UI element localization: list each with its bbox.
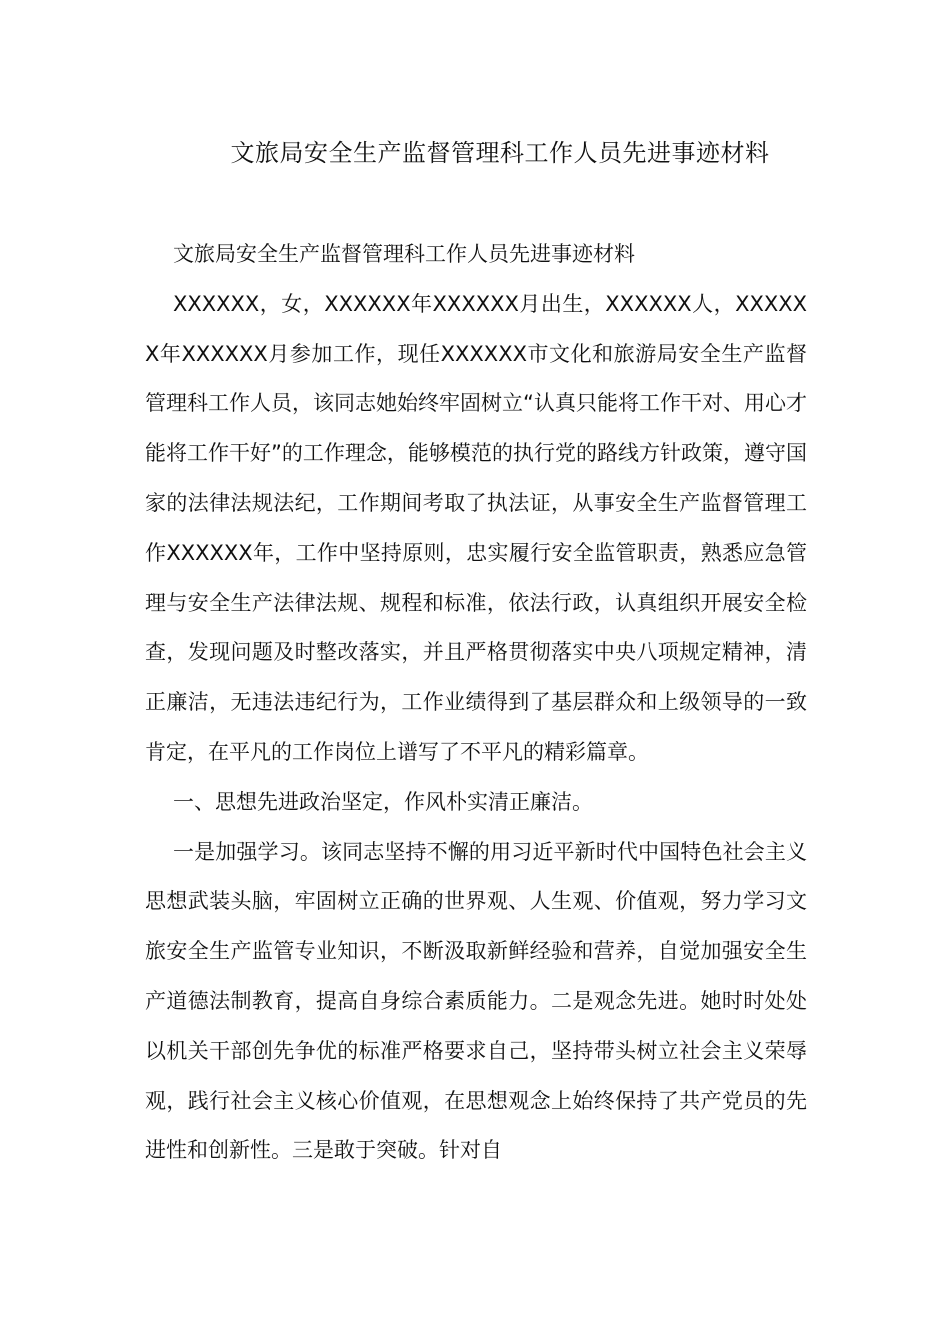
document-title: 文旅局安全生产监督管理科工作人员先进事迹材料 [230,139,770,167]
document-body [145,230,807,1176]
paragraph-profile: XXXXXX，女，XXXXXX年XXXXXX月出生，XXXXXX人，XXXXXX年XXXXXX月参加工作，现任XXXXXX市文化和旅游局安全生产监督管理科工作人员，该同志她始终牢固树立“认真只能将工作干对、用心才能将工作干好”的工作理念，能够模范的执行党的路线方针政策，遵守国家的法律法规法纪，工作期间考取了执法证，从事安全生产监督管理工作XXXXXX年，工作中坚持原则，忠实履行安全监管职责，熟悉应急管理与安全生产法律法规、规程和标准，依法行政，认真组织开展安全检查，发现问题及时整改落实，并且严格贯彻落实中央八项规定精神，清正廉洁，无违法违纪行为，工作业绩得到了基层群众和上级领导的一致肯定，在平凡的工作岗位上谱写了不平凡的精彩篇章。 [145,291,807,764]
paragraph-heading-1: 一、思想先进政治坚定，作风朴实清正廉洁。 [173,789,593,814]
paragraph-subtitle: 文旅局安全生产监督管理科工作人员先进事迹材料 [173,242,635,266]
paragraph-section-1: 一是加强学习。该同志坚持不懈的用习近平新时代中国特色社会主义思想武装头脑，牢固树立正确的世界观、人生观、价值观，努力学习文旅安全生产监管专业知识，不断汲取新鲜经验和营养，自觉加强安全生产道德法制教育，提高自身综合素质能力。二是观念先进。她时时处处以机关干部创先争优的标准严格要求自己，坚持带头树立社会主义荣辱观，践行社会主义核心价值观，在思想观念上始终保持了共产党员的先进性和创新性。三是敢于突破。针对自 [145,839,807,1163]
